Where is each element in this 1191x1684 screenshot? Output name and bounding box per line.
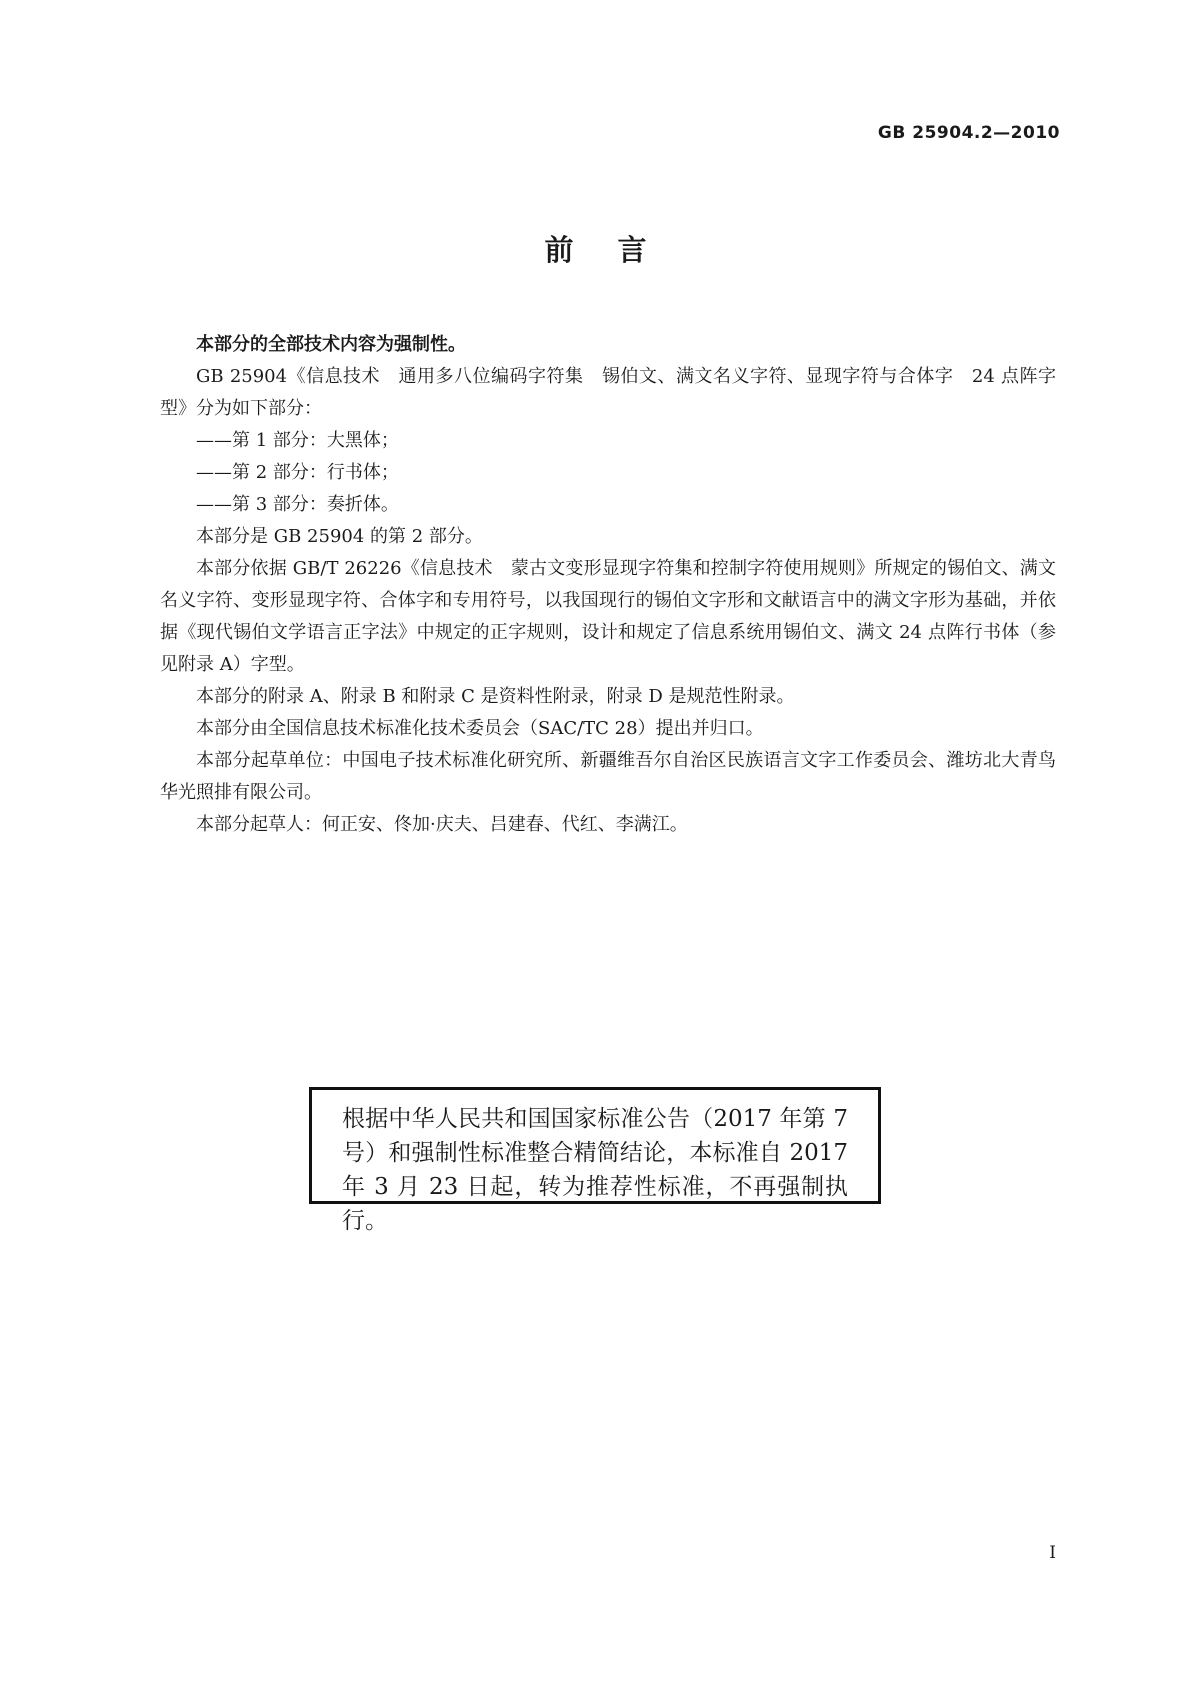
page-number: I — [1049, 1543, 1056, 1563]
paragraph-annexes: 本部分的附录 A、附录 B 和附录 C 是资料性附录，附录 D 是规范性附录。 — [196, 686, 795, 707]
paragraph-basis: 本部分依据 GB/T 26226《信息技术 蒙古文变形显现字符集和控制字符使用规则》所规定的锡伯文、满文名义字符、变形显现字符、合体字和专用符号，以我国现行的锡伯文字形和文献语言中的满文字形为基础，并依据《现代锡伯文学语言正字法》中规定的正字规则，设计和规定了信息系统用锡伯文、满文 24 点阵行书体（参见附录 A）字型。 — [160, 558, 1056, 675]
status-notice-box: 根据中华人民共和国国家标准公告（2017 年第 7 号）和强制性标准整合精简结论，本标准自 2017 年 3 月 23 日起，转为推荐性标准，不再强制执行。 — [309, 1087, 881, 1204]
paragraph-mandatory-statement: 本部分的全部技术内容为强制性。 — [196, 334, 466, 355]
list-item-part-1: ——第 1 部分：大黑体； — [196, 430, 399, 451]
paragraph-drafting-units: 本部分起草单位：中国电子技术标准化研究所、新疆维吾尔自治区民族语言文字工作委员会、潍坊北大青鸟华光照排有限公司。 — [160, 750, 1056, 803]
list-item-part-3: ——第 3 部分：奏折体。 — [196, 494, 399, 515]
list-item-part-2: ——第 2 部分：行书体； — [196, 462, 399, 483]
paragraph-series-intro: GB 25904《信息技术 通用多八位编码字符集 锡伯文、满文名义字符、显现字符与合体字 24 点阵字型》分为如下部分： — [160, 366, 1056, 419]
standard-number: GB 25904.2—2010 — [877, 123, 1060, 143]
paragraph-drafters: 本部分起草人：何正安、佟加·庆夫、吕建春、代红、李满江。 — [196, 814, 688, 835]
paragraph-this-part: 本部分是 GB 25904 的第 2 部分。 — [196, 526, 483, 547]
paragraph-proposer: 本部分由全国信息技术标准化技术委员会（SAC/TC 28）提出并归口。 — [196, 718, 764, 739]
page-title: 前言 — [544, 233, 691, 267]
foreword-body — [160, 329, 1056, 841]
